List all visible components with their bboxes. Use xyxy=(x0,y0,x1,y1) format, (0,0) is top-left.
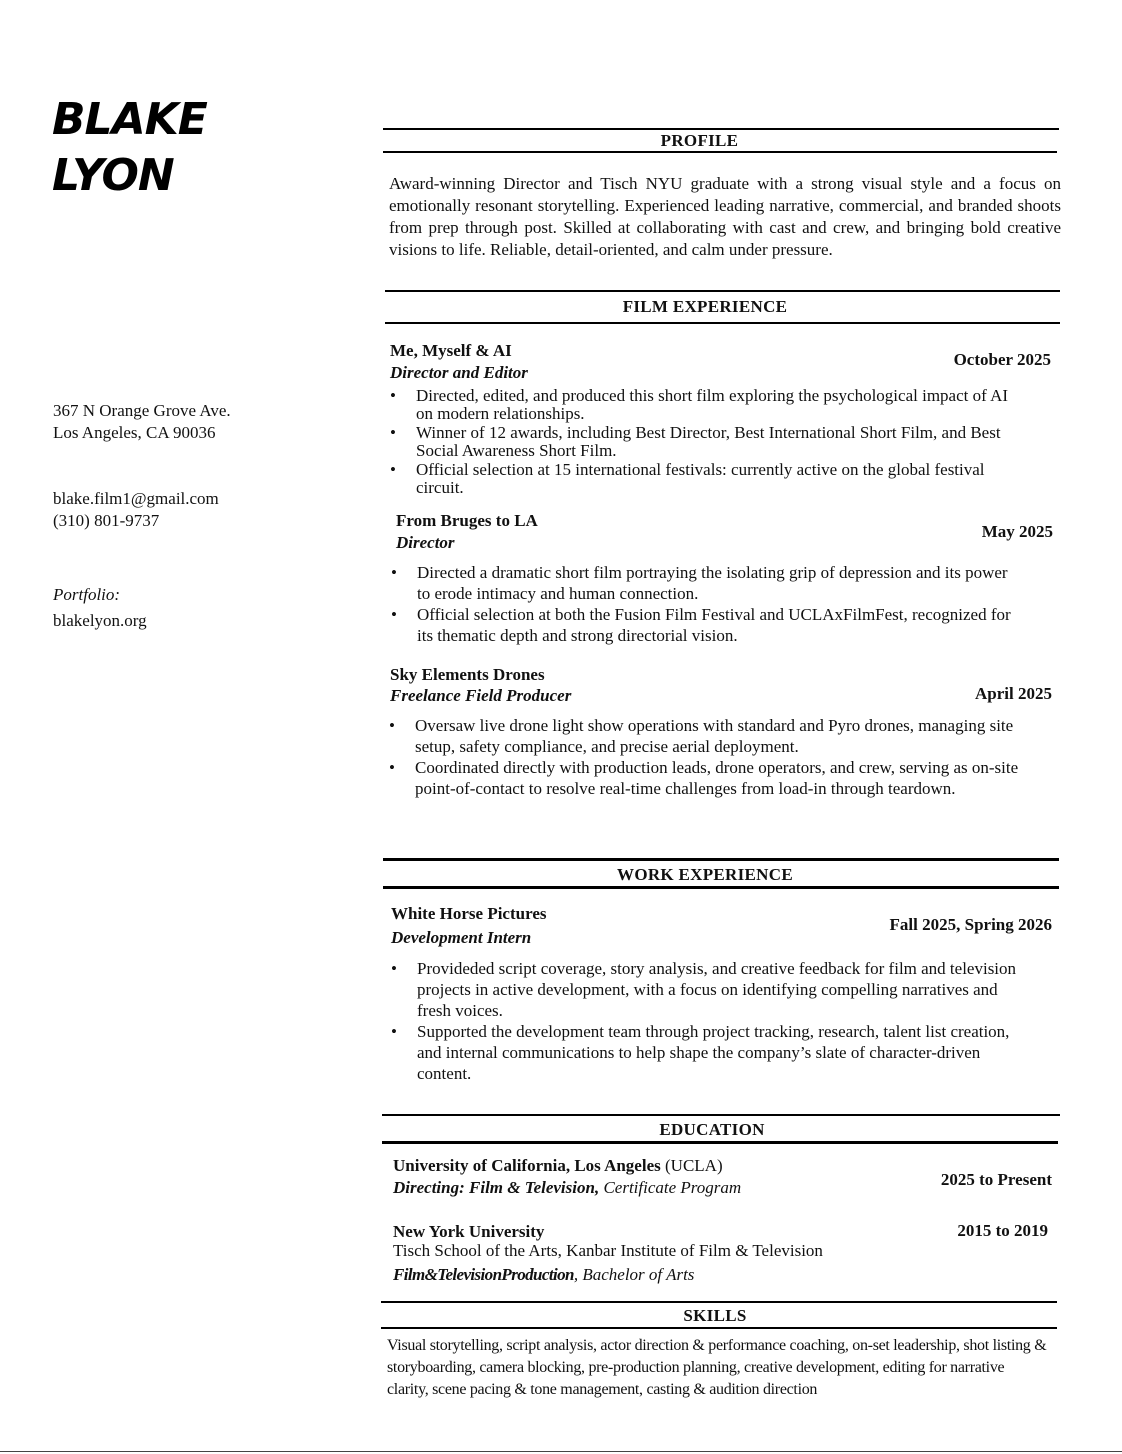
skills-rule-top xyxy=(381,1301,1057,1303)
edu-1-date: 2025 to Present xyxy=(940,1170,1052,1189)
section-title-education: EDUCATION xyxy=(659,1120,765,1139)
profile-rule-bottom xyxy=(383,151,1057,153)
last-name: LYON xyxy=(52,150,174,201)
edu-2-program-name: Film&TelevisionProduction xyxy=(393,1265,574,1284)
skills-text: Visual storytelling, script analysis, actor direction & performance coaching, on-set leadership, shot listing & storyboarding, camera blocking, pre-production planning, creative development, editing for narrative clarity, scene pacing & tone management, casting & audition direction xyxy=(387,1337,1047,1398)
first-name: BLAKE xyxy=(52,94,207,145)
film-rule-top xyxy=(385,290,1060,292)
list-item: • Winner of 12 awards, including Best Director, Best International Short Film, and Best Social Awareness Short Film. xyxy=(390,424,1020,460)
work-1-role: Development Intern xyxy=(391,928,532,947)
work-1-title: White Horse Pictures xyxy=(391,904,547,923)
email-link[interactable]: blake.film1@gmail.com xyxy=(53,489,219,508)
page-bottom-divider xyxy=(0,1451,1122,1452)
edu-1-program-type: Certificate Program xyxy=(599,1178,742,1197)
section-title-skills: SKILLS xyxy=(683,1306,747,1325)
work-1-bullets xyxy=(391,958,1021,1084)
list-item: • Supported the development team through project tracking, research, talent list creation, and internal communications to help shape the company’s slate of character-driven content. xyxy=(391,1021,1021,1084)
edu-1-program xyxy=(393,1178,741,1198)
film-2-title: From Bruges to LA xyxy=(396,511,538,530)
portfolio-block xyxy=(53,582,147,634)
film-3-role: Freelance Field Producer xyxy=(390,686,572,705)
film-1-title: Me, Myself & AI xyxy=(390,341,512,360)
film-1-date: October 2025 xyxy=(953,350,1051,369)
film-3-bullets xyxy=(389,715,1019,799)
list-item: • Oversaw live drone light show operations with standard and Pyro drones, managing site setup, safety compliance, and precise aerial deployment. xyxy=(389,715,1019,757)
film-2-date: May 2025 xyxy=(981,522,1053,541)
list-item: • Official selection at both the Fusion Film Festival and UCLAxFilmFest, recognized for its thematic depth and strong directorial vision. xyxy=(391,604,1021,646)
edu-1-school-abbr: (UCLA) xyxy=(660,1156,723,1175)
list-item: • Official selection at 15 international festivals: currently active on the global festival circuit. xyxy=(390,461,1020,497)
profile-rule-top xyxy=(383,128,1059,130)
work-rule-top xyxy=(383,858,1059,861)
edu-2-program xyxy=(393,1265,694,1285)
film-1-role: Director and Editor xyxy=(390,363,528,382)
list-item: • Coordinated directly with production leads, drone operators, and crew, serving as on-site point-of-contact to resolve real-time challenges from load-in through teardown. xyxy=(389,757,1019,799)
list-item: • Provideded script coverage, story analysis, and creative feedback for film and television projects in active development, with a focus on identifying compelling narratives and fresh voices. xyxy=(391,958,1021,1021)
education-rule-bottom xyxy=(382,1141,1058,1144)
edu-2-school: New York University xyxy=(393,1222,545,1241)
address-block xyxy=(53,400,231,444)
film-rule-bottom xyxy=(385,322,1060,324)
address-line-1: 367 N Orange Grove Ave. xyxy=(53,401,231,420)
profile-text: Award-winning Director and Tisch NYU graduate with a strong visual style and a focus on emotionally resonant storytelling. Experienced leading narrative, commercial, and branded shoots from prep through post. Skilled at collaborating with cast and crew, and bringing bold creative visions to life. Reliable, detail-oriented, and calm under pressure. xyxy=(389,174,1061,259)
film-3-title: Sky Elements Drones xyxy=(390,665,545,684)
contact-block xyxy=(53,488,219,532)
edu-1-school xyxy=(393,1156,723,1176)
film-3-date: April 2025 xyxy=(975,684,1052,703)
section-title-work: WORK EXPERIENCE xyxy=(617,865,793,884)
work-1-date: Fall 2025, Spring 2026 xyxy=(889,915,1052,934)
edu-2-subline: Tisch School of the Arts, Kanbar Institute of Film & Television xyxy=(393,1241,823,1260)
portfolio-label: Portfolio: xyxy=(53,585,121,604)
list-item: • Directed a dramatic short film portraying the isolating grip of depression and its power to erode intimacy and human connection. xyxy=(391,562,1021,604)
address-line-2: Los Angeles, CA 90036 xyxy=(53,423,216,442)
edu-1-school-name: University of California, Los Angeles xyxy=(393,1156,661,1175)
film-1-bullets xyxy=(390,387,1020,498)
section-title-film: FILM EXPERIENCE xyxy=(622,297,788,316)
section-title-profile: PROFILE xyxy=(660,131,739,150)
phone-number: (310) 801-9737 xyxy=(53,511,160,530)
portfolio-link[interactable]: blakelyon.org xyxy=(53,611,147,630)
film-2-role: Director xyxy=(396,533,455,552)
edu-2-program-type: , Bachelor of Arts xyxy=(573,1265,695,1284)
edu-1-program-name: Directing: Film & Television, xyxy=(393,1178,600,1197)
work-rule-bottom xyxy=(383,886,1059,889)
skills-rule-bottom xyxy=(381,1327,1057,1329)
candidate-name xyxy=(52,92,207,204)
edu-2-date: 2015 to 2019 xyxy=(957,1221,1048,1240)
film-2-bullets xyxy=(391,562,1021,646)
education-rule-top xyxy=(382,1114,1060,1116)
list-item: • Directed, edited, and produced this short film exploring the psychological impact of AI on modern relationships. xyxy=(390,387,1020,423)
